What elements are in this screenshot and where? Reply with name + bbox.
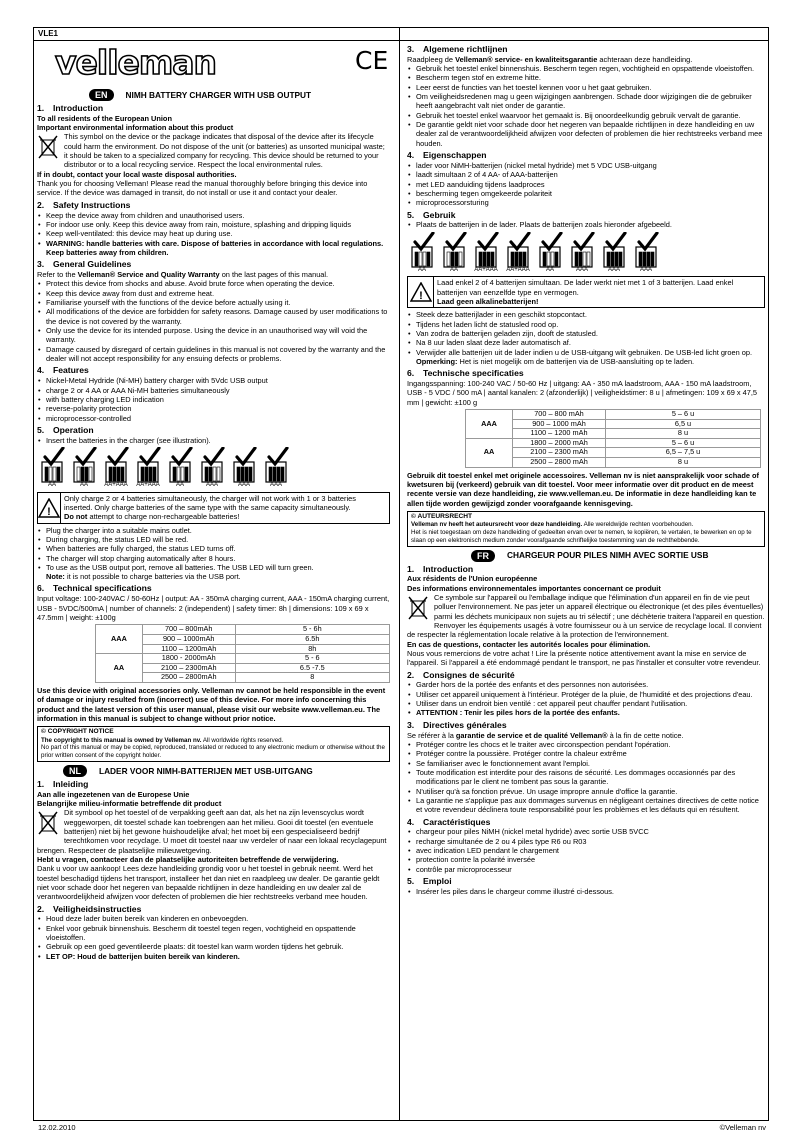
- weee-block: [407, 593, 765, 640]
- list-item: • Plaats de batterijen in de lader. Plaats de batterijen zoals hieronder afgebeeld.: [416, 220, 765, 229]
- battery-slot-illustration: [537, 232, 563, 275]
- usb-note: Note: it is not possible to charge batteries via the USB port.: [46, 572, 241, 582]
- capacity-cell: 2100 – 2300mAh: [142, 663, 235, 673]
- charge-time-cell: 8 u: [606, 429, 761, 439]
- charge-time-cell: 6.5 -7.5: [235, 663, 389, 673]
- heading: 5. Operation: [37, 424, 94, 435]
- charge-time-cell: 5 – 6 u: [606, 438, 761, 448]
- list-item: • Utiliser dans un endroit bien ventilé : cet appareil peut chauffer pendant l'utilisation.: [416, 699, 765, 708]
- heading: 3. Directives générales: [407, 719, 507, 730]
- checkmark-icon: [135, 447, 161, 483]
- list-item: • Gebruik het toestel enkel waarvoor het gemaakt is. Bij onoordeelkundig gebruik vervalt de garantie.: [416, 111, 765, 120]
- list-item: • protection contre la polarité inversée: [416, 855, 765, 864]
- list-item: • The charger will stop charging automatically after 8 hours.: [46, 554, 390, 563]
- header-rule: [33, 40, 769, 41]
- spec-table: [95, 624, 390, 683]
- list-item: • Bescherm tegen stof en extreme hitte.: [416, 73, 765, 82]
- checkmark-icon: [473, 232, 499, 268]
- list-item: • bescherming tegen omgekeerde polariteit: [416, 189, 765, 198]
- battery-type-label: AA: [417, 266, 426, 273]
- list-item: • with battery charging LED indication: [46, 395, 390, 404]
- list-item: • Protéger contre la poussière. Protéger contre la chaleur extrême: [416, 749, 765, 758]
- intro-bold: Des informations environnementales importantes concernant ce produit: [407, 583, 661, 593]
- list-item: • LET OP: Houd de batterijen buiten bereik van kinderen.: [46, 952, 390, 961]
- section-fr-header: [407, 550, 765, 562]
- list-item: • microprocessorsturing: [416, 198, 765, 207]
- heading: 5. Emploi: [407, 876, 452, 886]
- checkmark-icon: [505, 232, 531, 268]
- battery-type-label: AAA: [639, 266, 652, 273]
- capacity-cell: 1800 – 2000 mAh: [513, 438, 606, 448]
- thanks-text: Dank u voor uw aankoop! Lees deze handleiding grondig voor u het toestel in gebruik neemt. Werd het toestel beschadigd tijdens het transport, installeer het dan niet en raadpleeg uw dealer. De garantie geldt niet voor schade door het negeren van bepaalde richtlijnen in deze handleiding en uw dealer zal de verantwoordelijkheid afwijzen voor defecten of problemen die hier rechtstreeks verband mee houden.: [37, 864, 380, 902]
- disposal-note: If in doubt, contact your local waste disposal authorities.: [37, 169, 237, 179]
- list-item: • Van zodra de batterijen geladen zijn, dooft de statusled.: [416, 329, 765, 338]
- charge-time-cell: 6,5 – 7,5 u: [606, 448, 761, 458]
- list-item: • WARNING: handle batteries with care. Dispose of batteries in accordance with local regulations. Keep batteries away from children.: [46, 239, 390, 258]
- disposal-note: Hebt u vragen, contacteer dan de plaatselijke autoriteiten betreffende de verwijdering.: [37, 854, 339, 864]
- heading: 3. Algemene richtlijnen: [407, 44, 508, 54]
- checkmark-icon: [39, 447, 65, 483]
- list-item: • Steek deze batterijlader in een geschikt stopcontact.: [416, 310, 765, 319]
- list-item: • contrôle par microprocesseur: [416, 865, 765, 874]
- charge-time-cell: 6.5h: [235, 634, 389, 644]
- guidelines-intro: Raadpleeg de Velleman® service- en kwaliteitsgarantie achteraan deze handleiding.: [407, 54, 693, 64]
- weee-block: [37, 808, 390, 855]
- lang-badge-nl: NL: [63, 765, 87, 777]
- list-item: • All modifications of the device are forbidden for safety reasons. Damage caused by user modifications to the device is not covered by the warranty.: [46, 307, 390, 326]
- svg-text:!: !: [418, 290, 423, 303]
- list-item: • Se familiariser avec le fonctionnement avant l'emploi.: [416, 759, 765, 768]
- checkmark-icon: [71, 447, 97, 483]
- table-row: [96, 654, 390, 664]
- list-item: • Insert the batteries in the charger (see illustration).: [46, 436, 390, 445]
- checkmark-icon: [263, 447, 289, 483]
- battery-type-label: AA: [175, 481, 184, 488]
- charge-time-cell: 5 – 6 u: [606, 410, 761, 420]
- spec-text: Ingangsspanning: 100-240 VAC / 50-60 Hz | uitgang: AA - 350 mA laadstroom, AAA - 150 mA laadstroom, USB - 5 VDC / 500 mA | aantal kanalen: 2 (afzonderlijk) | veiligheidstimer: 8 u | afmetingen: 109 x 69 x 47,5 mm | gewicht: ±100 g: [407, 379, 758, 407]
- battery-type-label: AA+AAA: [474, 266, 498, 273]
- table-row: [96, 625, 390, 635]
- capacity-cell: 1100 – 1200 mAh: [513, 429, 606, 439]
- intro-bold: To all residents of the European Union: [37, 113, 172, 123]
- list-item: • ATTENTION : Tenir les piles hors de la portée des enfants.: [416, 708, 765, 717]
- battery-type-label: AA: [79, 481, 88, 488]
- battery-slot-illustration: [263, 447, 289, 490]
- lang-badge-en: EN: [89, 89, 114, 101]
- warning-icon: [410, 282, 432, 302]
- battery-slot-illustration: [71, 447, 97, 490]
- copyright-box: © COPYRIGHT NOTICE The copyright to this manual is owned by Velleman nv. All worldwide rights reserved. No part of this manual or may be copied, reproduced, translated or reduced to any electronic medium or otherwise without the prior written consent of the copyright holder.: [37, 726, 390, 761]
- list-item: • laadt simultaan 2 of 4 AA- of AAA-batterijen: [416, 170, 765, 179]
- list-item: • Plug the charger into a suitable mains outlet.: [46, 526, 390, 535]
- list-item: • Gebruik het toestel enkel binnenshuis. Bescherm tegen regen, vochtigheid en opspattende vloeistoffen.: [416, 64, 765, 73]
- charge-time-cell: 8h: [235, 644, 389, 654]
- battery-slot-illustration: [505, 232, 531, 275]
- list-item: • During charging, the status LED will be red.: [46, 535, 390, 544]
- list-item: • charge 2 or 4 AA or AAA Ni-MH batteries simultaneously: [46, 386, 390, 395]
- fr-title: CHARGEUR POUR PILES NIMH AVEC SORTIE USB: [507, 550, 709, 561]
- charge-time-cell: 5 - 6h: [235, 625, 389, 635]
- list-item: • Keep the device away from children and unauthorised users.: [46, 211, 390, 220]
- warning-box: ! Only charge 2 or 4 batteries simultaneously, the charger will not work with 1 or 3 batteries inserted. Only charge batteries of the same type with the same capacity simultaneously. Do not attempt to charge non-rechargeable batteries!: [37, 492, 390, 524]
- weee-bin-icon: [407, 595, 429, 620]
- ce-mark: CE: [355, 46, 389, 75]
- thanks-text: Thank you for choosing Velleman! Please read the manual thoroughly before bringing this device into service. If the device was damaged in transit, do not install or use it and contact your dealer.: [37, 179, 368, 198]
- operation-steps: [407, 310, 765, 357]
- weee-text: This symbol on the device or the package indicates that disposal of the device after its lifecycle could harm the environment. Do not dispose of the unit (or batteries) as unsorted municipal waste; it should be taken to a specialized company for recycling. This device should be returned to your distributor or to a local recycling service. Respect the local environmental rules.: [64, 132, 385, 170]
- intro-bold: Belangrijke milieu-informatie betreffende dit product: [37, 798, 222, 808]
- heading: 2. Consignes de sécurité: [407, 669, 515, 680]
- list-item: • Utiliser cet appareil uniquement à l'intérieur. Protéger de la pluie, de l'humidité et des projections d'eau.: [416, 690, 765, 699]
- checkmark-icon: [167, 447, 193, 483]
- list-item: • De garantie geldt niet voor schade door het negeren van bepaalde richtlijnen in deze handleiding en uw dealer zal de verantwoordelijkheid afwijzen voor defecten of problemen die hier rechtstreeks verband mee houden.: [416, 120, 765, 148]
- heading: 2. Safety Instructions: [37, 199, 131, 210]
- guidelines-list: [407, 740, 765, 815]
- weee-bin-icon: [37, 134, 59, 159]
- list-item: • recharge simultanée de 2 ou 4 piles type R6 ou R03: [416, 837, 765, 846]
- right-column: [407, 44, 765, 1118]
- center-rule: [399, 28, 400, 1120]
- warning-text: Laad enkel 2 of 4 batterijen simultaan. De lader werkt niet met 1 of 3 batterijen. Laad enkel batterijen van eenzelfde type en vermogen.: [437, 278, 734, 297]
- velleman-logo: velleman: [55, 44, 217, 82]
- battery-type-label: AA: [449, 266, 458, 273]
- heading: 6. Technische specificaties: [407, 368, 524, 379]
- checkmark-icon: [231, 447, 257, 483]
- list-item: • microprocessor-controlled: [46, 414, 390, 423]
- battery-slot-illustration: [569, 232, 595, 275]
- en-title: NIMH BATTERY CHARGER WITH USB OUTPUT: [125, 89, 312, 100]
- brand-row: [37, 44, 390, 88]
- left-rule: [33, 28, 34, 1120]
- charge-time-cell: 8 u: [606, 458, 761, 468]
- safety-list: [37, 914, 390, 961]
- list-item: • reverse-polarity protection: [46, 404, 390, 413]
- spec-text: Input voltage: 100-240VAC / 50-60Hz | output: AA - 350mA charging current, AAA - 150mA charging current, USB - 5VDC/500mA | number of channels: 2 (independent) | safety timer: 8h | dimensions: 109 x 69 x 47.5mm | weight: ±100g: [37, 594, 390, 622]
- warning-icon: [38, 498, 60, 518]
- nl-title: LADER VOOR NIMH-BATTERIJEN MET USB-UITGANG: [99, 765, 313, 776]
- capacity-cell: 2100 – 2300 mAh: [513, 448, 606, 458]
- capacity-cell: 900 – 1000 mAh: [513, 419, 606, 429]
- footer-date: 12.02.2010: [38, 1123, 76, 1132]
- table-row: [466, 410, 761, 420]
- list-item: • To use as the USB output port, remove all batteries. The USB LED will turn green.: [46, 563, 390, 572]
- checkmark-icon: [409, 232, 435, 268]
- guidelines-intro: Refer to the Velleman® Service and Quality Warranty on the last pages of this manual.: [37, 270, 329, 280]
- features-list: [407, 827, 765, 874]
- capacity-cell: 900 – 1000mAh: [142, 634, 235, 644]
- battery-type-label: AAA: [607, 266, 620, 273]
- list-item: • Keep this device away from dust and extreme heat.: [46, 289, 390, 298]
- list-item: • N'utiliser qu'à sa fonction prévue. Un usage impropre annule d'office la garantie.: [416, 787, 765, 796]
- guidelines-list: [37, 279, 390, 363]
- intro-bold: Aux résidents de l'Union européenne: [407, 574, 538, 584]
- battery-type-cell: AA: [96, 654, 143, 683]
- battery-type-label: AAA: [575, 266, 588, 273]
- battery-type-label: AAA: [205, 481, 218, 488]
- battery-slot-illustration: [231, 447, 257, 490]
- battery-slot-illustration: [601, 232, 627, 275]
- section-nl-header: [37, 765, 390, 777]
- capacity-cell: 700 – 800 mAh: [513, 410, 606, 420]
- warning-text: Only charge 2 or 4 batteries simultaneously, the charger will not work with 1 or 3 batteries inserted. Only charge batteries of the same type with the same capacity simultaneously.: [64, 493, 356, 512]
- weee-bin-icon: [37, 810, 59, 835]
- battery-slot-illustration: [633, 232, 659, 275]
- footer-rule: [33, 1120, 769, 1121]
- operation-steps: [37, 526, 390, 573]
- heading: 3. General Guidelines: [37, 259, 132, 270]
- heading: 1. Introduction: [407, 563, 474, 574]
- capacity-cell: 1100 – 1200mAh: [142, 644, 235, 654]
- list-item: • chargeur pour piles NiMH (nickel metal hydride) avec sortie USB 5VCC: [416, 827, 765, 836]
- list-item: • Houd deze lader buiten bereik van kinderen en onbevoegden.: [46, 914, 390, 923]
- battery-type-label: AAA: [237, 481, 250, 488]
- battery-illustration: [407, 232, 765, 275]
- capacity-cell: 2500 – 2800 mAh: [513, 458, 606, 468]
- list-item: • Protect this device from shocks and abuse. Avoid brute force when operating the device.: [46, 279, 390, 288]
- list-item: • Enkel voor gebruik binnenshuis. Bescherm dit toestel tegen regen, vochtigheid en opspattende vloeistoffen.: [46, 924, 390, 943]
- battery-slot-illustration: [103, 447, 129, 490]
- checkmark-icon: [633, 232, 659, 268]
- heading: 6. Technical specifications: [37, 583, 152, 594]
- list-item: • avec indication LED pendant le chargement: [416, 846, 765, 855]
- table-row: [466, 438, 761, 448]
- list-item: • Insérer les piles dans le chargeur comme illustré ci-dessous.: [416, 887, 765, 896]
- battery-type-label: AA+AAA: [506, 266, 530, 273]
- list-item: • lader voor NiMH-batterijen (nickel metal hydride) met 5 VDC USB-uitgang: [416, 161, 765, 170]
- charge-time-cell: 6,5 u: [606, 419, 761, 429]
- right-rule: [768, 28, 769, 1120]
- battery-type-cell: AAA: [96, 625, 143, 654]
- features-list: [37, 376, 390, 423]
- warning-box: ! Laad enkel 2 of 4 batterijen simultaan. De lader werkt niet met 1 of 3 batterijen. Laad enkel batterijen van eenzelfde type en vermogen. Laad geen alkalinebatterijen!: [407, 276, 765, 308]
- model-header: VLE1: [38, 29, 59, 38]
- left-column: [37, 44, 390, 1118]
- capacity-cell: 1800 - 2000mAh: [142, 654, 235, 664]
- battery-type-label: AA+AAA: [104, 481, 128, 488]
- top-rule: [33, 27, 769, 28]
- spec-table: [465, 409, 761, 468]
- guidelines-intro: Se référer à la garantie de service et de qualité Velleman® à la fin de cette notice.: [407, 730, 684, 740]
- capacity-cell: 2500 – 2800mAh: [142, 673, 235, 683]
- battery-slot-illustration: [135, 447, 161, 490]
- battery-slot-illustration: [167, 447, 193, 490]
- heading: 5. Gebruik: [407, 209, 456, 220]
- heading: 4. Features: [37, 365, 89, 376]
- list-item: • Keep well-ventilated: this device may heat up during use.: [46, 229, 390, 238]
- list-item: • Nickel-Metal Hydride (Ni-MH) battery charger with 5Vdc USB output: [46, 376, 390, 385]
- battery-slot-illustration: [409, 232, 435, 275]
- features-list: [407, 161, 765, 208]
- battery-slot-illustration: [199, 447, 225, 490]
- heading: 1. Introduction: [37, 103, 104, 113]
- capacity-cell: 700 – 800mAh: [142, 625, 235, 635]
- list-item: • For indoor use only. Keep this device away from rain, moisture, splashing and dripping liquids: [46, 220, 390, 229]
- heading: 4. Caractéristiques: [407, 816, 491, 827]
- list-item: • Na 8 uur laden slaat deze lader automatisch af.: [416, 338, 765, 347]
- list-item: • Only use the device for its intended purpose. Using the device in an unauthorised way will void the warranty.: [46, 326, 390, 345]
- heading: 2. Veiligheidsinstructies: [37, 903, 142, 914]
- list-item: • met LED aanduiding tijdens laadproces: [416, 180, 765, 189]
- list-item: • Protéger contre les chocs et le traiter avec circonspection pendant l'opération.: [416, 740, 765, 749]
- list-item: • Damage caused by disregard of certain guidelines in this manual is not covered by the warranty and the dealer will not accept responsibility for any ensuing defects or problems.: [46, 345, 390, 364]
- battery-type-label: AA+AAA: [136, 481, 160, 488]
- weee-text: Ce symbole sur l'appareil ou l'emballage indique que l'élimination d'un appareil en fin de vie peut polluer l'environnement. Ne pas jeter un appareil électrique ou électronique (et des piles éventuelles) parmi les déchets municipaux non sujets au tri sélectif ; une déchèterie traitera l'appareil en question. Renvoyer les équipements usagés à votre fournisseur ou à un service de recyclage local. Il convient de respecter la réglementation locale relative à la protection de l'environnement.: [407, 592, 765, 640]
- battery-type-cell: AA: [466, 438, 513, 467]
- battery-type-label: AA: [545, 266, 554, 273]
- list-item: • Familiarise yourself with the functions of the device before actually using it.: [46, 298, 390, 307]
- accessories-note: Gebruik dit toestel enkel met originele accessoires. Velleman nv is niet aansprakelijk voor schade of kwetsuren bij (verkeerd) gebruik van dit toestel. Voor meer informatie over dit product en de meest recente versie van deze handleiding, zie www.velleman.eu. De informatie in deze handleiding kan te allen tijde worden gewijzigd zonder voorafgaande kennisgeving.: [407, 470, 760, 508]
- usb-note: Opmerking: Het is niet mogelijk om de batterijen via de USB-aansluiting op te laden.: [416, 356, 695, 366]
- battery-type-label: AAA: [269, 481, 282, 488]
- battery-slot-illustration: [473, 232, 499, 275]
- checkmark-icon: [569, 232, 595, 268]
- checkmark-icon: [441, 232, 467, 268]
- safety-list: [37, 211, 390, 258]
- operation-list: [407, 220, 765, 229]
- safety-list: [407, 680, 765, 717]
- list-item: • Garder hors de la portée des enfants et des personnes non autorisées.: [416, 680, 765, 689]
- footer-copyright: ©Velleman nv: [719, 1123, 766, 1132]
- heading: 1. Inleiding: [37, 778, 89, 789]
- list-item: • Toute modification est interdite pour des raisons de sécurité. Les dommages occasionnés par des modifications par le client ne tombent pas sous la garantie.: [416, 768, 765, 787]
- thanks-text: Nous vous remercions de votre achat ! Lire la présente notice attentivement avant la mise en service de l'appareil. Si l'appareil a été endommagé pendant le transport, ne pas l'installer et consulter votre revendeur.: [407, 648, 761, 668]
- charge-time-cell: 8: [235, 673, 389, 683]
- battery-type-cell: AAA: [466, 410, 513, 439]
- list-item: • Tijdens het laden licht de statusled rood op.: [416, 320, 765, 329]
- copyright-box: © AUTEURSRECHT Velleman nv heeft het auteursrecht voor deze handleiding. Alle wereldwijde rechten voorbehouden. Het is niet toegestaan om deze handleiding of gedeelten ervan over te nemen, te kopiëren, te vertalen, te bewerken en op te slaan op een elektronisch medium zonder voorafgaande schriftelijke toestemming van de rechthebbende.: [407, 511, 765, 546]
- intro-bold: Important environmental information about this product: [37, 123, 234, 133]
- section-en-header: [37, 89, 390, 101]
- guidelines-list: [407, 64, 765, 148]
- list-item: • When batteries are fully charged, the status LED turns off.: [46, 544, 390, 553]
- weee-block: [37, 132, 390, 169]
- list-item: • Leer eerst de functies van het toestel kennen voor u het gaat gebruiken.: [416, 83, 765, 92]
- intro-bold: Aan alle ingezetenen van de Europese Unie: [37, 789, 190, 799]
- battery-illustration: [37, 447, 390, 490]
- list-item: • Gebruik op een goed geventileerde plaats: dit toestel kan warm worden tijdens het gebruik.: [46, 942, 390, 951]
- disposal-note: En cas de questions, contacter les autorités locales pour élimination.: [407, 639, 651, 649]
- list-item: • Verwijder alle batterijen uit de lader indien u de USB-uitgang wilt gebruiken. De USB-led licht groen op.: [416, 348, 765, 357]
- svg-text:!: !: [47, 505, 51, 518]
- heading: 4. Eigenschappen: [407, 150, 487, 161]
- operation-list: [407, 887, 765, 896]
- list-item: • La garantie ne s'applique pas aux dommages survenus en négligeant certaines directives de cette notice et votre revendeur déclinera toute responsabilité pour les problèmes et les défauts qui en résultent.: [416, 796, 765, 815]
- list-item: • Om veiligheidsredenen mag u geen wijzigingen aanbrengen. Schade door wijzigingen die de gebruiker heeft aangebracht valt niet onder de garantie.: [416, 92, 765, 111]
- lang-badge-fr: FR: [471, 550, 495, 562]
- battery-slot-illustration: [441, 232, 467, 275]
- checkmark-icon: [199, 447, 225, 483]
- charge-time-cell: 5 - 6: [235, 654, 389, 664]
- checkmark-icon: [601, 232, 627, 268]
- operation-list: [37, 436, 390, 445]
- weee-text: Dit symbool op het toestel of de verpakking geeft aan dat, als het na zijn levenscyclus wordt weggeworpen, dit toestel schade kan toebrengen aan het milieu. Gooi dit toestel (en eventuele batterijen) niet bij het gewone huishoudelijke afval; het moet bij een gespecialiseerd bedrijf terechtkomen voor recyclage. U moet dit toestel naar uw verdeler of naar een lokaal recyclagepunt brengen. Respecteer de plaatselijke milieuwetgeving.: [37, 808, 387, 855]
- checkmark-icon: [537, 232, 563, 268]
- battery-slot-illustration: [39, 447, 65, 490]
- checkmark-icon: [103, 447, 129, 483]
- battery-type-label: AA: [47, 481, 56, 488]
- accessories-note: Use this device with original accessories only. Velleman nv cannot be held responsible in the event of damage or injury resulted from (incorrect) use of this device. For more info concerning this product and the latest version of this user manual, please visit our website www.velleman.eu. The information in this manual is subject to change without prior notice.: [37, 685, 386, 723]
